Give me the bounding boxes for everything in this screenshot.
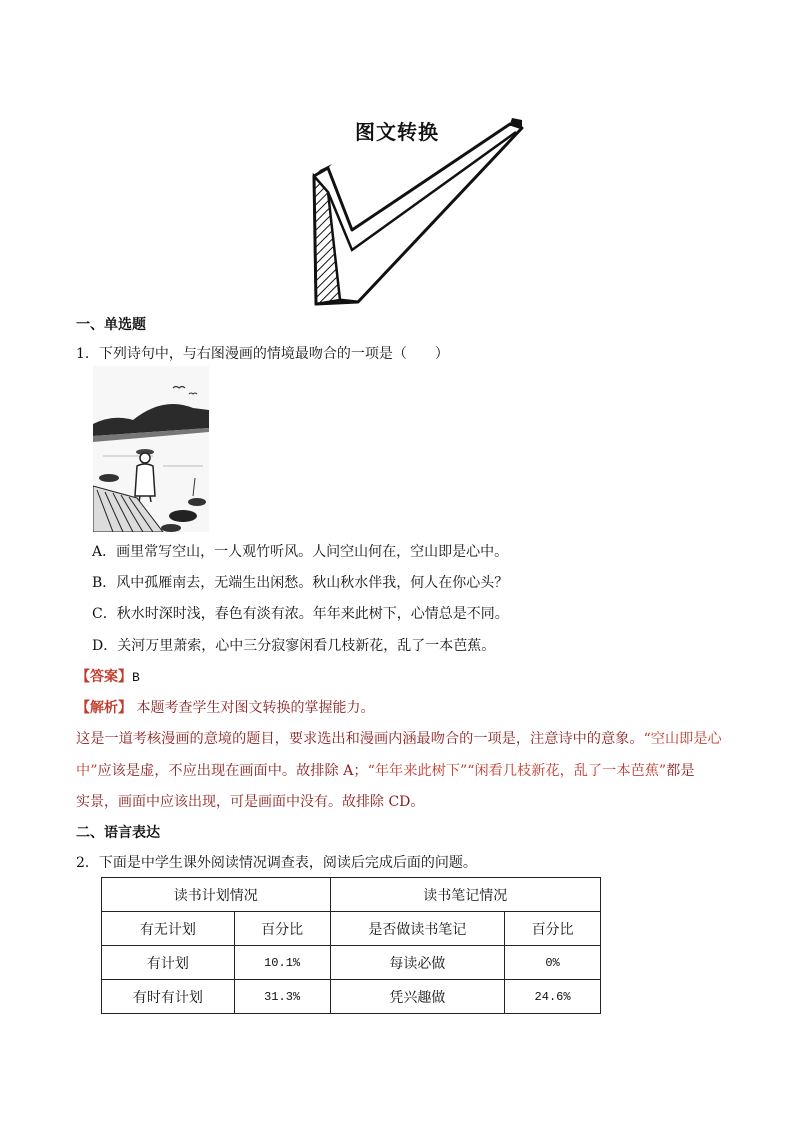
- column-header: 百分比: [234, 912, 330, 946]
- table-cell: 每读必做: [330, 946, 505, 980]
- option-d: D．关河万里萧索，心中三分寂寥闲看几枝新花，乱了一本芭蕉。: [92, 638, 496, 654]
- reading-survey-table: [101, 877, 601, 1014]
- table-row: [102, 912, 601, 946]
- analysis-line2-text: 应该是虚，不应出现在画面中。故排除 A；: [97, 763, 368, 779]
- answer-value: B: [132, 670, 140, 685]
- table-cell: 有时有计划: [102, 980, 235, 1014]
- table-cell: 凭兴趣做: [330, 980, 505, 1014]
- group-header-plan: 读书计划情况: [102, 878, 331, 912]
- question-1-stem: 1．下列诗句中，与右图漫画的情境最吻合的一项是（ ）: [76, 346, 449, 362]
- analysis-line2-end: 都是: [666, 763, 695, 779]
- table-cell: 24.6%: [505, 980, 601, 1014]
- table-cell: 31.3%: [234, 980, 330, 1014]
- analysis-quote-1-end: 中”: [76, 763, 98, 779]
- analysis-line-3: 实景，画面中应该出现，可是画面中没有。故排除 CD。: [76, 794, 425, 810]
- option-a: A．画里常写空山，一人观竹听风。人问空山何在，空山即是心中。: [92, 544, 509, 560]
- table-cell: 0%: [505, 946, 601, 980]
- section-heading-single-choice: 一、单选题: [76, 317, 146, 333]
- question-2-stem: 2．下面是中学生课外阅读情况调查表，阅读后完成后面的问题。: [76, 855, 477, 871]
- group-header-notes: 读书笔记情况: [330, 878, 600, 912]
- table-cell: 10.1%: [234, 946, 330, 980]
- table-row: [102, 946, 601, 980]
- option-c: C．秋水时深时浅，春色有淡有浓。年年来此树下，心情总是不同。: [92, 606, 509, 622]
- checkmark-icon: [300, 118, 530, 310]
- analysis-line1-text: 这是一道考核漫画的意境的题目，要求选出和漫画内涵最吻合的一项是，注意诗中的意象。: [76, 731, 644, 747]
- analysis-intro: 本题考查学生对图文转换的掌握能力。: [132, 700, 375, 716]
- analysis-quote-1: “空山即是心: [643, 731, 722, 747]
- answer-label: 【答案】: [76, 669, 132, 685]
- ink-painting-figure: [93, 366, 209, 532]
- analysis-label: 【解析】: [76, 700, 132, 716]
- column-header: 有无计划: [102, 912, 235, 946]
- section-heading-language: 二、语言表达: [76, 825, 160, 841]
- page-title: 图文转换: [355, 120, 439, 144]
- analysis-line-2: [76, 760, 695, 780]
- analysis-quote-2: “年年来此树下”“闲看几枝新花，乱了一本芭蕉”: [367, 763, 667, 779]
- column-header: 是否做读书笔记: [330, 912, 505, 946]
- table-row: [102, 878, 601, 912]
- table-cell: 有计划: [102, 946, 235, 980]
- column-header: 百分比: [505, 912, 601, 946]
- analysis-heading-line: [76, 697, 374, 717]
- analysis-line-1: [76, 728, 722, 748]
- answer-line: [76, 666, 140, 686]
- option-b: B．风中孤雁南去，无端生出闲愁。秋山秋水伴我，何人在你心头？: [92, 575, 509, 591]
- table-row: [102, 980, 601, 1014]
